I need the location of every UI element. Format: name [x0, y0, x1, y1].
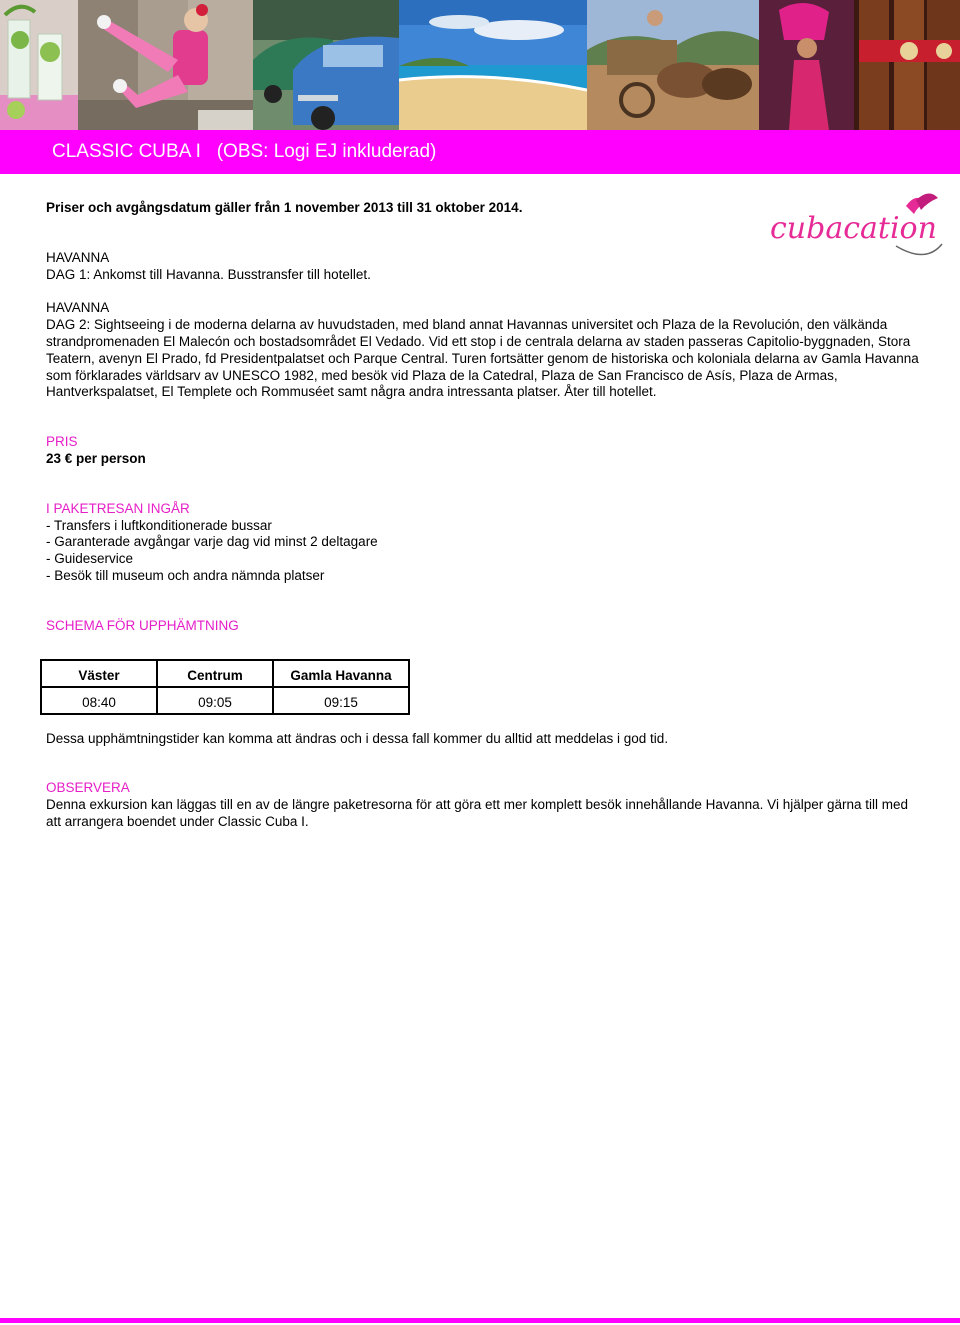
observe-text: Denna exkursion kan läggas till en av de längre paketresorna för att göra ett mer komplett besök innehållande Havanna. Vi hjälper gärna till med att arrangera boendet under Classic Cuba I.	[46, 797, 909, 829]
column-header: Centrum	[157, 660, 273, 687]
day2-heading: HAVANNA	[46, 300, 110, 316]
included-item: - Besök till museum och andra nämnda platser	[46, 567, 325, 583]
logo-text: cubacation	[770, 211, 937, 246]
observe-heading: OBSERVERA	[46, 780, 130, 796]
price-text: 23 € per person	[46, 450, 146, 466]
included-item: - Garanterade avgångar varje dag vid minst 2 deltagare	[46, 534, 378, 550]
pickup-time: 09:05	[157, 687, 273, 714]
schedule-note: Dessa upphämtningstider kan komma att ändras och i dessa fall kommer du alltid att meddelas i god tid.	[46, 730, 669, 746]
document-body	[46, 200, 926, 831]
pickup-schedule-table	[40, 659, 410, 715]
price-heading: PRIS	[46, 434, 78, 450]
day2-text: DAG 2: Sightseeing i de moderna delarna av huvudstaden, med bland annat Havannas universitet och Plaza de la Revolución, den välkända strandpromenaden El Malecón och bostadsområdet El Vedado. Vid ett stop i de centrala delarna av staden passeras Capitolio-byggnaden, Stora Teatern, avenyn El Prado, fd Presidentpalatset och Parque Central. Turen fortsätter genom de historiska och koloniala delarna av Gamla Havanna som förklarades världsarv av UNESCO 1982, med besök vid Plaza de la Catedral, Plaza de San Francisco de Asís, Plaza de Armas, Hantverkspalatset, El Templete och Rommuséet samt några andra intressanta platser. Åter till hotellet.	[46, 317, 919, 400]
photo-cabaret-cigars	[759, 0, 960, 130]
table-row	[41, 687, 409, 714]
column-header: Väster	[41, 660, 157, 687]
included-heading: I PAKETRESAN INGÅR	[46, 500, 190, 516]
included-item: - Transfers i luftkonditionerade bussar	[46, 517, 272, 533]
photo-vintage-cars	[253, 0, 399, 130]
day1-heading: HAVANNA	[46, 249, 110, 265]
day1-text: DAG 1: Ankomst till Havanna. Busstransfer till hotellet.	[46, 266, 371, 282]
bottom-rule	[0, 1318, 960, 1323]
schedule-heading: SCHEMA FÖR UPPHÄMTNING	[46, 617, 239, 633]
photo-beach	[399, 0, 587, 130]
title-banner: CLASSIC CUBA I (OBS: Logi EJ inkluderad)	[0, 130, 960, 174]
photo-strip	[0, 0, 960, 130]
column-header: Gamla Havanna	[273, 660, 409, 687]
included-item: - Guideservice	[46, 551, 134, 567]
table-header-row	[41, 660, 409, 687]
photo-mojito-drinks	[0, 0, 78, 130]
validity-note: Priser och avgångsdatum gäller från 1 november 2013 till 31 oktober 2014.	[46, 200, 523, 215]
photo-ox-cart	[587, 0, 759, 130]
pickup-time: 08:40	[41, 687, 157, 714]
photo-cigar-woman	[78, 0, 253, 130]
pickup-time: 09:15	[273, 687, 409, 714]
